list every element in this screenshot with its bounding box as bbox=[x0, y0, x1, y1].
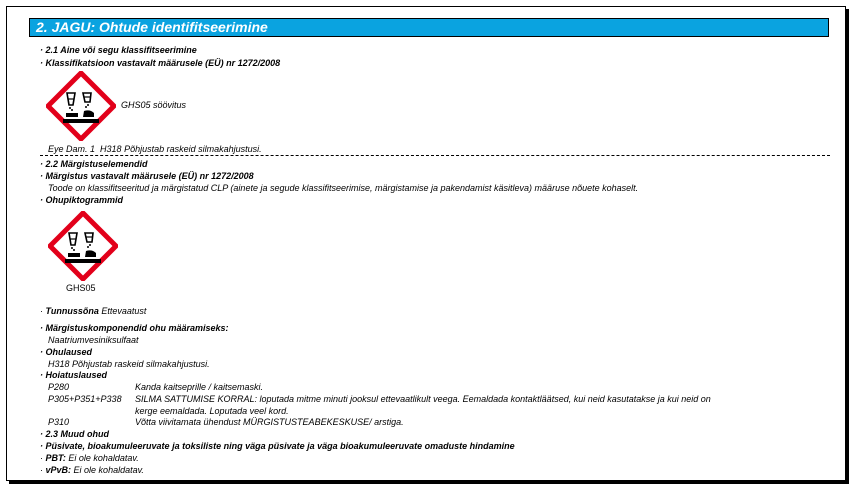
pbt-value: Ei ole kohaldatav. bbox=[68, 453, 139, 463]
s21-subtitle-line bbox=[40, 58, 280, 69]
precautionary-heading-line bbox=[40, 370, 107, 381]
s21-title: 2.1 Aine või segu klassifitseerimine bbox=[45, 45, 197, 55]
bullet: · bbox=[40, 465, 43, 475]
components-value: Naatriumvesiniksulfaat bbox=[48, 335, 139, 345]
pbt-label: PBT: bbox=[45, 453, 66, 463]
s22-title-line bbox=[40, 159, 148, 170]
hazard-statement-2: H318 Põhjustab raskeid silmakahjustusi. bbox=[48, 359, 210, 369]
s23-title-line bbox=[40, 429, 109, 440]
hazard-statement: H318 Põhjustab raskeid silmakahjustusi. bbox=[100, 144, 262, 154]
signal-word-label: Tunnussõna bbox=[45, 306, 99, 316]
hazard-statements-heading-line bbox=[40, 347, 92, 358]
s21-title-line bbox=[40, 45, 197, 56]
s22-subtitle-line bbox=[40, 171, 254, 182]
hazard-statements-heading: Ohulaused bbox=[45, 347, 93, 357]
bullet: · bbox=[40, 441, 43, 451]
precautionary-heading: Hoiatuslaused bbox=[45, 370, 108, 380]
bullet: · bbox=[40, 306, 43, 316]
signal-word-value: Ettevaatust bbox=[101, 306, 147, 316]
bullet: · bbox=[40, 347, 43, 357]
s22-title: 2.2 Märgistuselemendid bbox=[45, 159, 148, 169]
pictogram-code: GHS05 bbox=[66, 283, 96, 293]
hazard-class: Eye Dam. 1 bbox=[48, 144, 96, 154]
section-header: 2. JAGU: Ohtude identifitseerimine bbox=[29, 18, 829, 37]
s21-hazard-line bbox=[48, 144, 262, 155]
s21-subtitle: Klassifikatsioon vastavalt määrusele (EÜ) nr 1272/2008 bbox=[45, 58, 281, 68]
bullet: · bbox=[40, 58, 43, 68]
bullet: · bbox=[40, 195, 43, 205]
vpvb-line bbox=[40, 465, 144, 476]
s23-title: 2.3 Muud ohud bbox=[45, 429, 110, 439]
components-heading: Märgistuskomponendid ohu määramiseks: bbox=[45, 323, 229, 333]
bullet: · bbox=[40, 159, 43, 169]
vpvb-label: vPvB: bbox=[45, 465, 72, 475]
pbt-vpvb-heading-line bbox=[40, 441, 515, 452]
precaution-text: SILMA SATTUMISE KORRAL: loputada mitme minuti jooksul ettevaatlikult veega. Eemaldada kontaktläätsed, kui neid kasutatakse ja kui neid on bbox=[135, 394, 711, 404]
precaution-code: P305+P351+P338 bbox=[48, 394, 122, 404]
pbt-line bbox=[40, 453, 139, 464]
precaution-text-cont: kerge eemaldada. Loputada veel kord. bbox=[135, 406, 289, 416]
signal-word-line bbox=[40, 306, 146, 317]
pictograms-heading: Ohupiktogrammid bbox=[45, 195, 124, 205]
bullet: · bbox=[40, 171, 43, 181]
bullet: · bbox=[40, 323, 43, 333]
ghs05-pictogram-2 bbox=[48, 211, 118, 281]
components-heading-line bbox=[40, 323, 229, 334]
vpvb-value: Ei ole kohaldatav. bbox=[73, 465, 144, 475]
bullet: · bbox=[40, 45, 43, 55]
pbt-vpvb-heading: Püsivate, bioakumuleeruvate ja toksiliste ning väga püsivate ja väga bioakumuleeruvate omaduste hindamine bbox=[45, 441, 515, 451]
pictograms-heading-line bbox=[40, 195, 123, 206]
bullet: · bbox=[40, 429, 43, 439]
bullet: · bbox=[40, 370, 43, 380]
s21-pictogram-label: GHS05 söövitus bbox=[121, 100, 187, 110]
precaution-code: P280 bbox=[48, 382, 70, 392]
bullet: · bbox=[40, 453, 43, 463]
precaution-text: Kanda kaitseprille / kaitsemaski. bbox=[135, 382, 264, 392]
precaution-text: Võtta viivitamata ühendust MÜRGISTUSTEABEKESKUSE/ arstiga. bbox=[135, 417, 404, 427]
section-divider bbox=[40, 155, 830, 156]
clp-text: Toode on klassifitseeritud ja märgistatud CLP (ainete ja segude klassifitseerimise, märgistamise ja pakendamist käsitleva) määruse nõuete kohaselt. bbox=[48, 183, 639, 193]
s22-subtitle: Märgistus vastavalt määrusele (EÜ) nr 1272/2008 bbox=[45, 171, 254, 181]
precaution-code: P310 bbox=[48, 417, 70, 427]
ghs05-pictogram-1 bbox=[46, 71, 116, 141]
page-frame bbox=[6, 6, 846, 481]
